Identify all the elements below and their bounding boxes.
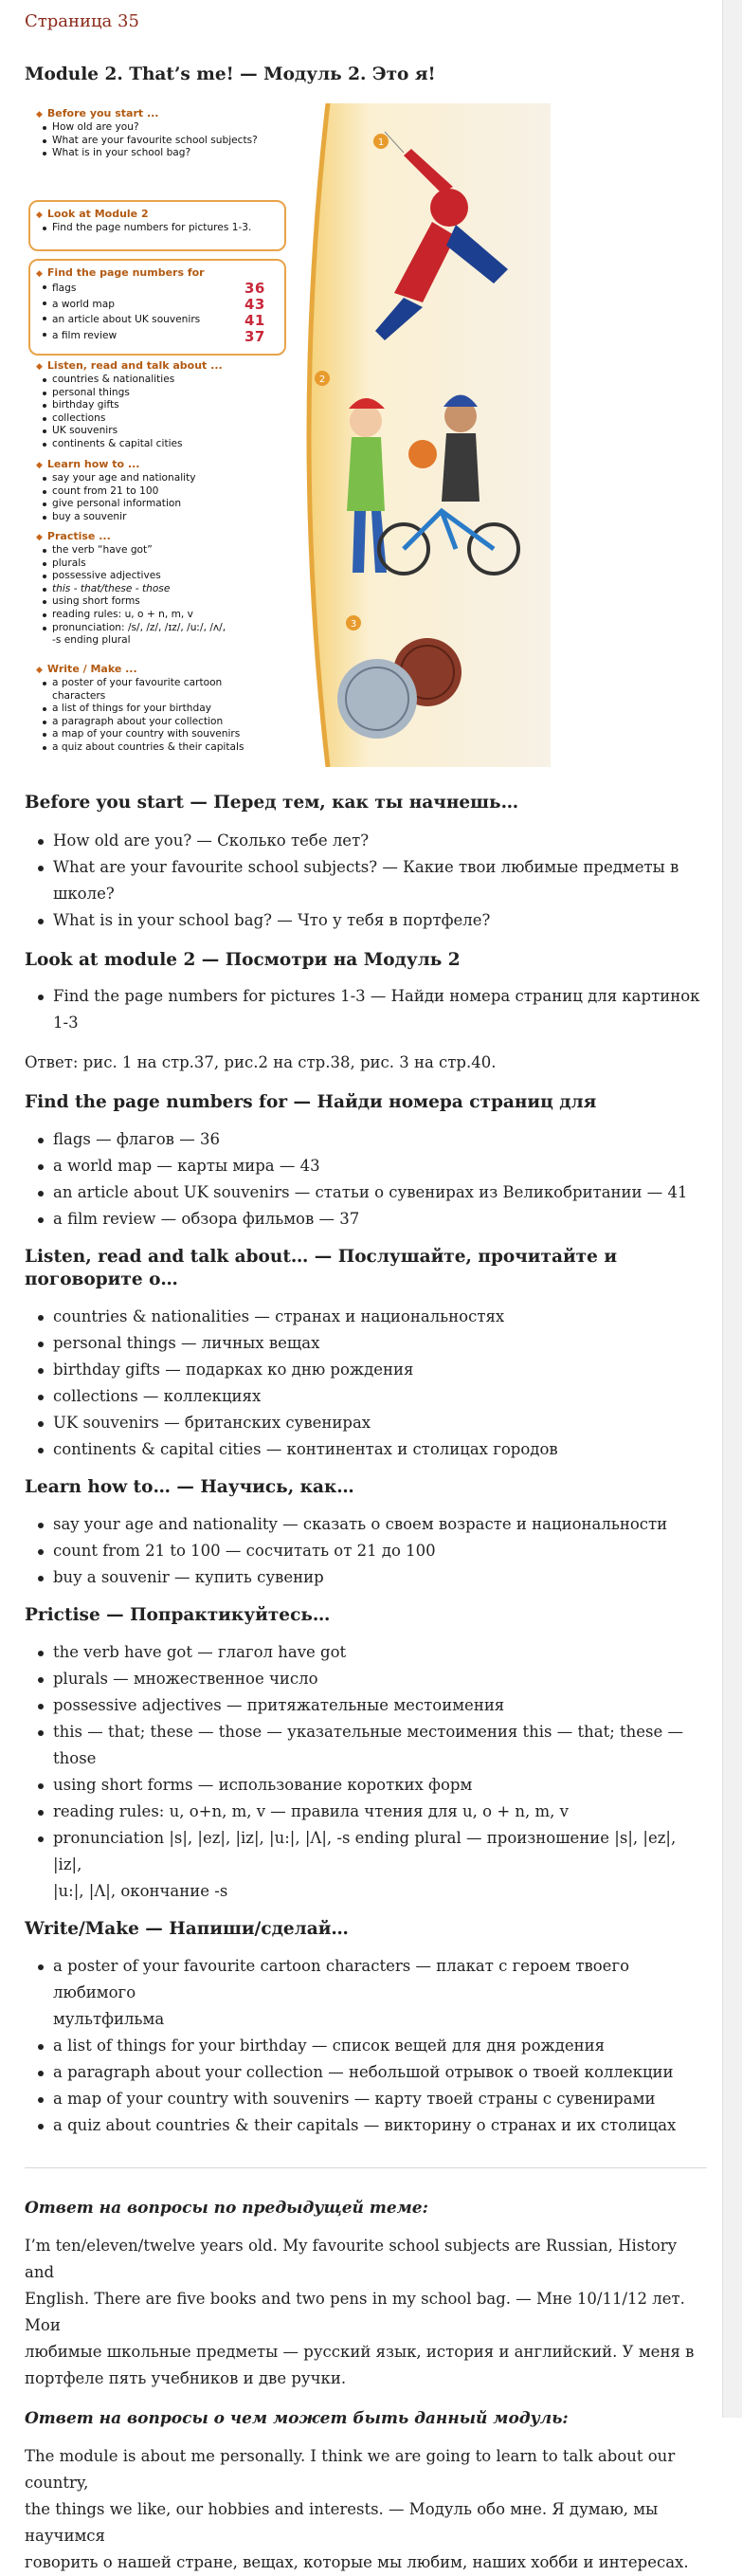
list-item: What is in your school bag? — Что у тебя в портфеле?	[53, 907, 707, 934]
list-item: say your age and nationality — сказать о своем возрасте и национальности	[53, 1511, 707, 1538]
tb-item: buy a souvenir	[52, 511, 196, 524]
list-item: a map of your country with souvenirs — карту твоей страны с сувенирами	[53, 2086, 707, 2112]
list-listen-read-talk	[25, 1304, 707, 1463]
list-find-page-numbers	[25, 1126, 707, 1233]
tb-section-look	[36, 208, 251, 235]
answer-line: говорить о нашей стране, вещах, которые мы любим, наших хобби и интересах.	[25, 2553, 689, 2571]
list-item: possessive adjectives — притяжательные местоимения	[53, 1692, 707, 1719]
list-before-you-start	[25, 828, 707, 934]
svg-text:1: 1	[377, 137, 385, 148]
tb-section-write	[36, 663, 244, 755]
list-item: UK souvenirs — британских сувенирах	[53, 1410, 707, 1436]
divider	[25, 2167, 707, 2168]
list-item: using short forms — использование коротких форм	[53, 1772, 707, 1799]
tb-item-continued: -s ending plural	[52, 634, 131, 647]
svg-text:3: 3	[350, 619, 357, 630]
list-item-continued: школе?	[53, 885, 115, 903]
answer-text: Ответ: рис. 1 на стр.37, рис.2 на стр.38, рис. 3 на стр.40.	[25, 1053, 497, 1071]
tb-item: Find the page numbers for pictures 1-3.	[52, 222, 252, 233]
tb-item: a poster of your favourite cartoon	[52, 677, 244, 690]
list-item: this — that; these — those — указательные местоимения this — that; these — those	[53, 1719, 707, 1772]
list-item: flags — флагов — 36	[53, 1126, 707, 1153]
textbook-page-image	[25, 103, 551, 767]
list-item: a paragraph about your collection — небольшой отрывок о твоей коллекции	[53, 2059, 707, 2086]
question-heading-module-about: Ответ на вопросы о чем может быть данный модуль:	[25, 2409, 569, 2428]
tb-item: What is in your school bag?	[52, 147, 258, 160]
tb-heading: ◆ Before you start ...	[36, 107, 258, 119]
tb-heading: ◆ Learn how to ...	[36, 458, 196, 470]
list-item: buy a souvenir — купить сувенир	[53, 1564, 707, 1591]
tb-heading: ◆ Find the page numbers for	[36, 266, 282, 279]
tb-item: continents & capital cities	[52, 438, 223, 451]
scrollbar[interactable]	[722, 0, 742, 2418]
tb-item: a world map	[52, 297, 282, 313]
tb-item: What are your favourite school subjects?	[52, 134, 258, 146]
list-item-continued: мультфильма	[53, 2010, 165, 2028]
answer-line: I’m ten/eleven/twelve years old. My favourite school subjects are Russian, History and	[25, 2237, 678, 2281]
page-number-article: 41	[244, 312, 265, 329]
list-item: count from 21 to 100 — сосчитать от 21 до 100	[53, 1538, 707, 1564]
tb-item: a paragraph about your collection	[52, 716, 244, 729]
tb-heading: ◆ Write / Make ...	[36, 663, 244, 675]
answer-module-about	[25, 2443, 707, 2576]
pictures-illustration	[290, 103, 551, 767]
list-item: a quiz about countries & their capitals — викторину о странах и их столицах	[53, 2112, 707, 2139]
tb-item: give personal information	[52, 498, 196, 511]
list-item: a list of things for your birthday — список вещей для дня рождения	[53, 2033, 707, 2059]
section-heading-look-at-module: Look at module 2 — Посмотри на Модуль 2	[25, 950, 461, 970]
section-heading-write-make: Write/Make — Напиши/сделай…	[25, 1919, 349, 1939]
list-write-make	[25, 1953, 707, 2139]
answer-line: любимые школьные предметы — русский язык, история и английский. У меня в	[25, 2343, 695, 2361]
list-item: reading rules: u, o+n, m, v — правила чтения для u, o + n, m, v	[53, 1799, 707, 1825]
list-practise	[25, 1639, 707, 1905]
list-item: a poster of your favourite cartoon characters — плакат с героем твоего любимого	[53, 1953, 707, 2006]
list-item: How old are you? — Сколько тебе лет?	[53, 828, 707, 854]
tb-item: this - that/these - those	[52, 583, 226, 596]
tb-item: personal things	[52, 387, 223, 400]
tb-item: count from 21 to 100	[52, 485, 196, 499]
tb-item: flags	[52, 281, 282, 297]
tb-item: plurals	[52, 557, 226, 571]
tb-item: a list of things for your birthday	[52, 703, 244, 716]
tb-item: a film review	[52, 328, 282, 344]
tb-item: countries & nationalities	[52, 374, 223, 387]
tb-item: possessive adjectives	[52, 570, 226, 583]
list-look-at-module	[25, 983, 707, 1036]
list-item: plurals — множественное число	[53, 1666, 707, 1692]
picture-number-2	[315, 371, 330, 386]
section-heading-find-page-numbers: Find the page numbers for — Найди номера страниц для	[25, 1092, 597, 1112]
page-number-map: 43	[244, 296, 265, 313]
answer-previous-topic	[25, 2233, 707, 2392]
section-heading-practise: Prictise — Попрактикуйтесь…	[25, 1605, 331, 1625]
textbook-contents	[25, 103, 299, 767]
tb-section-before	[36, 107, 258, 160]
tb-item: UK souvenirs	[52, 425, 223, 438]
tb-heading: ◆ Listen, read and talk about ...	[36, 359, 223, 372]
list-learn-how-to	[25, 1511, 707, 1591]
list-item: continents & capital cities — континентах и столицах городов	[53, 1436, 707, 1463]
list-item: collections — коллекциях	[53, 1383, 707, 1410]
picture-number-3	[346, 615, 361, 630]
tb-item: a quiz about countries & their capitals	[52, 740, 244, 753]
section-heading-before-you-start: Before you start — Перед тем, как ты начнешь…	[25, 793, 519, 813]
tb-item: birthday gifts	[52, 399, 223, 412]
tb-item: pronunciation: /s/, /z/, /ɪz/, /uː/, /ʌ/,	[52, 621, 226, 633]
tb-section-practise	[36, 530, 226, 648]
list-item: birthday gifts — подарках ко дню рождения	[53, 1357, 707, 1383]
article	[25, 0, 707, 2576]
answer-line: the things we like, our hobbies and interests. — Модуль обо мне. Я думаю, мы научимся	[25, 2500, 659, 2545]
list-item: the verb have got — глагол have got	[53, 1639, 707, 1666]
svg-text:2: 2	[318, 375, 326, 385]
tb-item: using short forms	[52, 595, 226, 609]
section-heading-learn-how-to: Learn how to… — Научись, как…	[25, 1477, 354, 1497]
page-number-flags: 36	[244, 280, 265, 297]
tb-item: collections	[52, 412, 223, 426]
textbook-pictures	[290, 103, 551, 767]
answer-line: English. There are five books and two pens in my school bag. — Мне 10/11/12 лет. Мои	[25, 2290, 685, 2334]
tb-item: reading rules: u, o + n, m, v	[52, 609, 226, 622]
answer-line: портфеле пять учебников и две ручки.	[25, 2369, 347, 2387]
list-item: countries & nationalities — странах и национальностях	[53, 1304, 707, 1330]
tb-item: say your age and nationality	[52, 472, 196, 484]
section-heading-listen-read-talk: Listen, read and talk about… — Послушайте, прочитайте и поговорите о…	[25, 1247, 618, 1289]
module-title: Module 2. That’s me! — Модуль 2. Это я!	[25, 64, 436, 84]
tb-heading: ◆ Look at Module 2	[36, 208, 251, 220]
tb-item: the verb “have got”	[52, 544, 226, 557]
tb-item: How old are you?	[52, 121, 258, 135]
tb-heading: ◆ Practise ...	[36, 530, 226, 542]
question-heading-previous-topic: Ответ на вопросы по предыдущей теме:	[25, 2199, 428, 2218]
tb-section-learn	[36, 458, 196, 523]
answer-line: The module is about me personally. I think we are going to learn to talk about our country,	[25, 2447, 676, 2492]
tb-item-continued: characters	[52, 689, 106, 702]
list-item: a world map — карты мира — 43	[53, 1153, 707, 1179]
list-item: an article about UK souvenirs — статьи о сувенирах из Великобритании — 41	[53, 1179, 707, 1206]
tb-item: a map of your country with souvenirs	[52, 728, 244, 741]
list-item: What are your favourite school subjects? — Какие твои любимые предметы в	[53, 854, 707, 881]
list-item: Find the page numbers for pictures 1-3 — Найди номера страниц для картинок 1-3	[53, 983, 707, 1036]
list-item-continued: |u:|, |Λ|, окончание -s	[53, 1882, 228, 1900]
picture-number-1	[373, 134, 389, 149]
page-breadcrumb[interactable]: Страница 35	[25, 11, 139, 31]
list-item: personal things — личных вещах	[53, 1330, 707, 1357]
tb-item: an article about UK souvenirs	[52, 312, 282, 328]
list-item: pronunciation |s|, |ez|, |iz|, |u:|, |Λ|, -s ending plural — произношение |s|, |ez|, |iz|,	[53, 1825, 707, 1878]
tb-section-listen	[36, 359, 223, 451]
list-item: a film review — обзора фильмов — 37	[53, 1206, 707, 1233]
page-number-review: 37	[244, 328, 265, 345]
